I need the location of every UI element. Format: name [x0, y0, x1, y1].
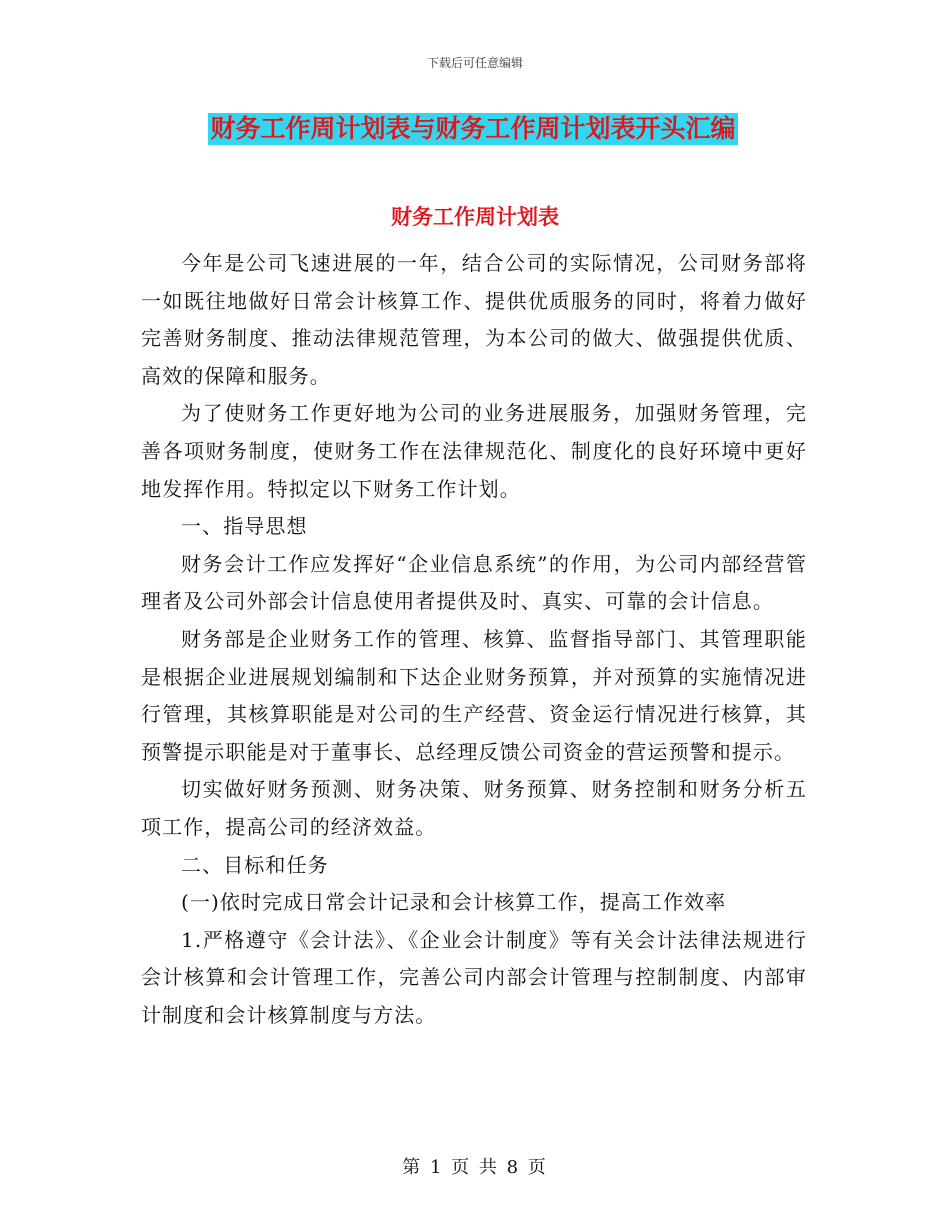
paragraph: 财务会计工作应发挥好“企业信息系统”的作用，为公司内部经营管理者及公司外部会计信息使用者提供及时、真实、可靠的会计信息。 — [141, 551, 807, 614]
page-header-note: 下载后可任意编辑 — [426, 56, 523, 70]
paragraph: 为了使财务工作更好地为公司的业务进展服务，加强财务管理，完善各项财务制度，使财务工作在法律规范化、制度化的良好环境中更好地发挥作用。特拟定以下财务工作计划。 — [141, 401, 807, 501]
page-number-footer: 第 1 页 共 8 页 — [402, 1157, 548, 1178]
paragraph: 切实做好财务预测、财务决策、财务预算、财务控制和财务分析五项工作，提高公司的经济效益。 — [141, 777, 807, 839]
section-heading: 二、目标和任务 — [181, 852, 329, 877]
paragraph: 1.严格遵守《会计法》、《企业会计制度》等有关会计法律法规进行会计核算和会计管理工作，完善公司内部会计管理与控制制度、内部审计制度和会计核算制度与方法。 — [141, 927, 807, 1027]
paragraph: 今年是公司飞速进展的一年，结合公司的实际情况，公司财务部将一如既往地做好日常会计核算工作、提供优质服务的同时，将着力做好完善财务制度、推动法律规范管理，为本公司的做大、做强提供优质、高效的保障和服务。 — [141, 251, 807, 388]
document-title-text: 财务工作周计划表与财务工作周计划表开头汇编 — [210, 114, 736, 143]
subsection-heading: (一)依时完成日常会计记录和会计核算工作，提高工作效率 — [181, 890, 727, 915]
section-heading: 一、指导思想 — [181, 514, 308, 539]
document-body — [141, 245, 807, 1034]
paragraph: 财务部是企业财务工作的管理、核算、监督指导部门、其管理职能是根据企业进展规划编制和下达企业财务预算，并对预算的实施情况进行管理，其核算职能是对公司的生产经营、资金运行情况进行核算，其预警提示职能是对于董事长、总经理反馈公司资金的营运预警和提示。 — [141, 626, 807, 764]
section-title: 财务工作周计划表 — [391, 205, 559, 229]
document-title — [0, 113, 950, 145]
